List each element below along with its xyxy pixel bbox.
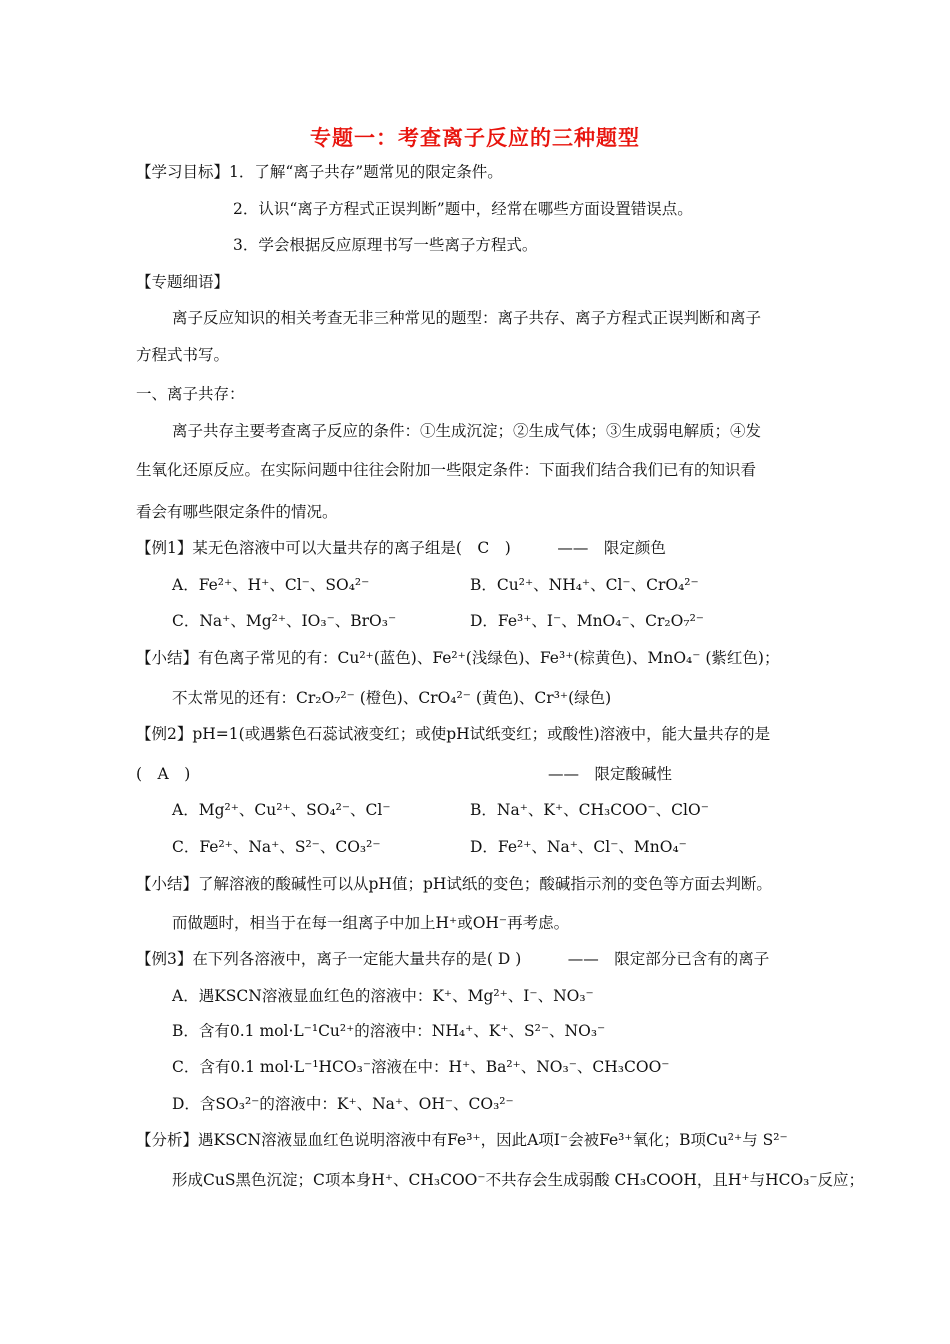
example2-answer: ( A )	[136, 765, 191, 783]
part1-heading: 一、离子共存：	[136, 385, 245, 403]
objectives-label: 【学习目标】	[136, 163, 230, 181]
part1-para-line-3: 看会有哪些限定条件的情况。	[136, 503, 338, 521]
example1-stem: 【例1】某无色溶液中可以大量共存的离子组是( C ) —— 限定颜色	[136, 539, 666, 557]
example3-option-b: B．含有0.1 mol·L⁻¹Cu²⁺的溶液中：NH₄⁺、K⁺、S²⁻、NO₃⁻	[172, 1022, 606, 1040]
summary1-line-2: 不太常见的还有：Cr₂O₇²⁻ (橙色)、CrO₄²⁻ (黄色)、Cr³⁺(绿色)	[172, 689, 612, 707]
section-label: 【专题细语】	[136, 273, 230, 291]
example3-option-a: A．遇KSCN溶液显血红色的溶液中：K⁺、Mg²⁺、I⁻、NO₃⁻	[172, 987, 594, 1005]
example3-stem: 【例3】在下列各溶液中，离子一定能大量共存的是( D ) —— 限定部分已含有的离子	[136, 950, 770, 968]
part1-para-line-2: 生氧化还原反应。在实际问题中往往会附加一些限定条件：下面我们结合我们已有的知识看	[136, 461, 757, 479]
example1-option-c: C．Na⁺、Mg²⁺、IO₃⁻、BrO₃⁻	[172, 612, 397, 630]
page-title: 专题一：考查离子反应的三种题型	[310, 126, 640, 150]
example3-option-c: C．含有0.1 mol·L⁻¹HCO₃⁻溶液在中：H⁺、Ba²⁺、NO₃⁻、CH₃COO⁻	[172, 1058, 670, 1076]
objective-item-3: 3．学会根据反应原理书写一些离子方程式。	[233, 236, 538, 254]
example2-option-d: D．Fe²⁺、Na⁺、Cl⁻、MnO₄⁻	[470, 838, 687, 856]
summary1-line-1: 【小结】有色离子常见的有：Cu²⁺(蓝色)、Fe²⁺(浅绿色)、Fe³⁺(棕黄色)、MnO₄⁻ (紫红色)；	[136, 649, 780, 667]
objective-item-2: 2．认识“离子方程式正误判断”题中，经常在哪些方面设置错误点。	[233, 200, 693, 218]
intro-line-2: 方程式书写。	[136, 346, 230, 364]
objectives-row-1	[136, 162, 503, 182]
example2-tag: —— 限定酸碱性	[548, 765, 673, 783]
analysis-line-2: 形成CuS黑色沉淀；C项本身H⁺、CH₃COO⁻不共存会生成弱酸 CH₃COOH，且H⁺与HCO₃⁻反应；	[172, 1171, 865, 1189]
intro-line-1: 离子反应知识的相关考查无非三种常见的题型：离子共存、离子方程式正误判断和离子	[172, 309, 762, 327]
objective-item-1: 1．了解“离子共存”题常见的限定条件。	[229, 163, 503, 181]
example1-option-d: D．Fe³⁺、I⁻、MnO₄⁻、Cr₂O₇²⁻	[470, 612, 704, 630]
example2-stem-line-1: 【例2】pH=1(或遇紫色石蕊试液变红；或使pH试纸变红；或酸性)溶液中，能大量共存的是	[136, 725, 771, 743]
analysis-line-1: 【分析】遇KSCN溶液显血红色说明溶液中有Fe³⁺，因此A项I⁻会被Fe³⁺氧化；B项Cu²⁺与 S²⁻	[136, 1131, 788, 1149]
example1-option-a: A．Fe²⁺、H⁺、Cl⁻、SO₄²⁻	[172, 576, 370, 594]
example3-option-d: D．含SO₃²⁻的溶液中：K⁺、Na⁺、OH⁻、CO₃²⁻	[172, 1095, 514, 1113]
example2-option-c: C．Fe²⁺、Na⁺、S²⁻、CO₃²⁻	[172, 838, 381, 856]
example1-option-b: B．Cu²⁺、NH₄⁺、Cl⁻、CrO₄²⁻	[470, 576, 699, 594]
example2-option-a: A．Mg²⁺、Cu²⁺、SO₄²⁻、Cl⁻	[172, 801, 391, 819]
summary2-line-1: 【小结】了解溶液的酸碱性可以从pH值；pH试纸的变色；酸碱指示剂的变色等方面去判断。	[136, 875, 772, 893]
example2-option-b: B．Na⁺、K⁺、CH₃COO⁻、ClO⁻	[470, 801, 709, 819]
part1-para-line-1: 离子共存主要考查离子反应的条件：①生成沉淀；②生成气体；③生成弱电解质；④发	[172, 422, 762, 440]
summary2-line-2: 而做题时，相当于在每一组离子中加上H⁺或OH⁻再考虑。	[172, 914, 570, 932]
